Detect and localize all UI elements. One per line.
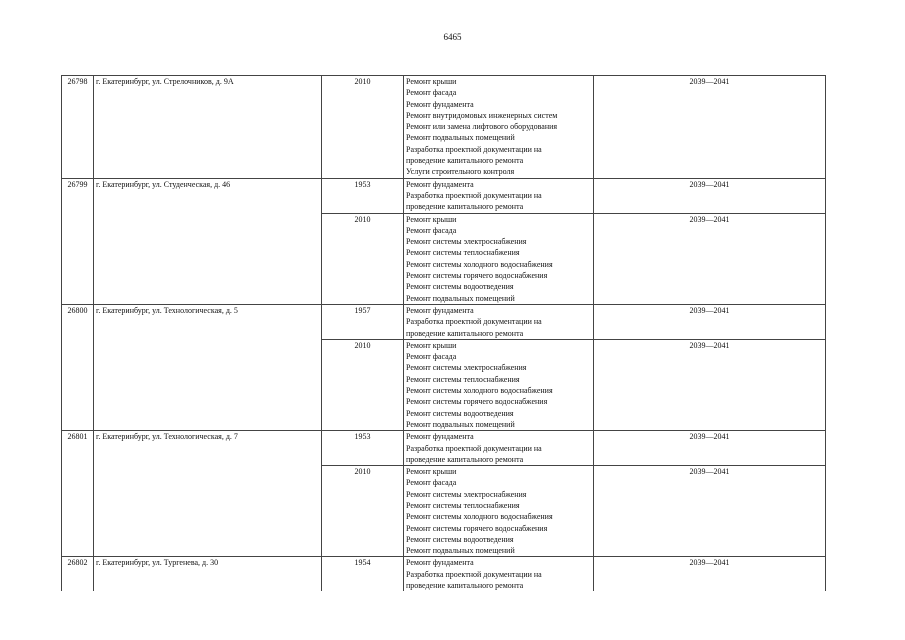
work-type-item: Ремонт системы горячего водоснабжения <box>406 523 548 533</box>
work-type-item: Ремонт фасада <box>406 352 457 362</box>
year-cell: 2010 <box>322 213 404 304</box>
work-type-item: Ремонт крыши <box>406 467 457 477</box>
work-type-item: проведение капитального ремонта <box>406 581 524 591</box>
work-type-item: Услуги строительного контроля <box>406 167 515 177</box>
table-row <box>62 557 826 591</box>
work-type-item: проведение капитального ремонта <box>406 156 524 166</box>
planned-period-cell: 2039—2041 <box>594 76 826 179</box>
work-types-cell <box>404 304 594 339</box>
work-type-item: Ремонт или замена лифтового оборудования <box>406 122 558 132</box>
table-body <box>62 76 826 592</box>
address-cell: г. Екатеринбург, ул. Технологическая, д. 5 <box>94 304 322 430</box>
work-types-cell <box>404 466 594 557</box>
work-type-item: Ремонт системы теплоснабжения <box>406 500 520 510</box>
table-row <box>62 431 826 466</box>
work-type-item: проведение капитального ремонта <box>406 328 524 338</box>
address-cell: г. Екатеринбург, ул. Стрелочников, д. 9А <box>94 76 322 179</box>
work-type-item: Ремонт системы холодного водоснабжения <box>406 512 553 522</box>
year-cell: 2010 <box>322 339 404 430</box>
work-type-item: Ремонт системы электроснабжения <box>406 489 527 499</box>
work-type-item: Ремонт системы водоотведения <box>406 408 514 418</box>
work-type-item: Разработка проектной документации на <box>406 569 542 579</box>
building-number-cell: 26800 <box>62 304 94 430</box>
work-type-item: Ремонт фундамента <box>406 99 474 109</box>
work-type-item: Ремонт системы теплоснабжения <box>406 248 520 258</box>
planned-period-cell: 2039—2041 <box>594 557 826 591</box>
work-type-item: Ремонт внутридомовых инженерных систем <box>406 110 558 120</box>
page-number: 6465 <box>443 32 462 42</box>
address-cell: г. Екатеринбург, ул. Студенческая, д. 46 <box>94 178 322 304</box>
planned-period-cell: 2039—2041 <box>594 304 826 339</box>
work-types-cell <box>404 431 594 466</box>
planned-period-cell: 2039—2041 <box>594 466 826 557</box>
planned-period-cell: 2039—2041 <box>594 178 826 213</box>
work-type-item: Ремонт фундамента <box>406 179 474 189</box>
planned-period-cell: 2039—2041 <box>594 339 826 430</box>
year-cell: 2010 <box>322 76 404 179</box>
work-type-item: проведение капитального ремонта <box>406 202 524 212</box>
work-type-item: Разработка проектной документации на <box>406 144 542 154</box>
year-cell: 2010 <box>322 466 404 557</box>
table-row <box>62 304 826 339</box>
work-type-item: Ремонт фундамента <box>406 305 474 315</box>
address-cell: г. Екатеринбург, ул. Технологическая, д. 7 <box>94 431 322 557</box>
work-types-cell <box>404 178 594 213</box>
work-type-item: Ремонт фундамента <box>406 558 474 568</box>
work-type-item: Разработка проектной документации на <box>406 317 542 327</box>
work-types-cell <box>404 76 594 179</box>
work-type-item: Ремонт крыши <box>406 214 457 224</box>
planned-period-cell: 2039—2041 <box>594 431 826 466</box>
building-number-cell: 26802 <box>62 557 94 591</box>
work-types-cell <box>404 339 594 430</box>
work-types-cell <box>404 557 594 591</box>
work-type-item: Ремонт подвальных помещений <box>406 546 515 556</box>
building-number-cell: 26798 <box>62 76 94 179</box>
work-type-item: Ремонт системы горячего водоснабжения <box>406 271 548 281</box>
planned-period-cell: 2039—2041 <box>594 213 826 304</box>
work-type-item: Разработка проектной документации на <box>406 443 542 453</box>
work-type-item: Ремонт системы холодного водоснабжения <box>406 259 553 269</box>
work-type-item: Ремонт системы теплоснабжения <box>406 374 520 384</box>
work-type-item: Ремонт системы водоотведения <box>406 282 514 292</box>
work-type-item: Ремонт системы электроснабжения <box>406 363 527 373</box>
work-type-item: Ремонт подвальных помещений <box>406 419 515 429</box>
work-type-item: Ремонт фасада <box>406 225 457 235</box>
table-row <box>62 76 826 179</box>
year-cell: 1954 <box>322 557 404 591</box>
work-type-item: проведение капитального ремонта <box>406 454 524 464</box>
building-number-cell: 26799 <box>62 178 94 304</box>
work-type-item: Ремонт системы водоотведения <box>406 534 514 544</box>
work-type-item: Ремонт фасада <box>406 88 457 98</box>
address-cell: г. Екатеринбург, ул. Тургенева, д. 30 <box>94 557 322 591</box>
work-type-item: Ремонт фундамента <box>406 432 474 442</box>
table-row <box>62 178 826 213</box>
year-cell: 1953 <box>322 431 404 466</box>
work-type-item: Ремонт системы электроснабжения <box>406 237 527 247</box>
repair-schedule-table <box>61 75 826 591</box>
work-type-item: Ремонт подвальных помещений <box>406 293 515 303</box>
work-type-item: Ремонт фасада <box>406 478 457 488</box>
year-cell: 1957 <box>322 304 404 339</box>
year-cell: 1953 <box>322 178 404 213</box>
work-types-cell <box>404 213 594 304</box>
work-type-item: Ремонт системы горячего водоснабжения <box>406 397 548 407</box>
building-number-cell: 26801 <box>62 431 94 557</box>
work-type-item: Разработка проектной документации на <box>406 190 542 200</box>
work-type-item: Ремонт крыши <box>406 77 457 86</box>
work-type-item: Ремонт крыши <box>406 340 457 350</box>
work-type-item: Ремонт подвальных помещений <box>406 133 515 143</box>
work-type-item: Ремонт системы холодного водоснабжения <box>406 386 553 396</box>
